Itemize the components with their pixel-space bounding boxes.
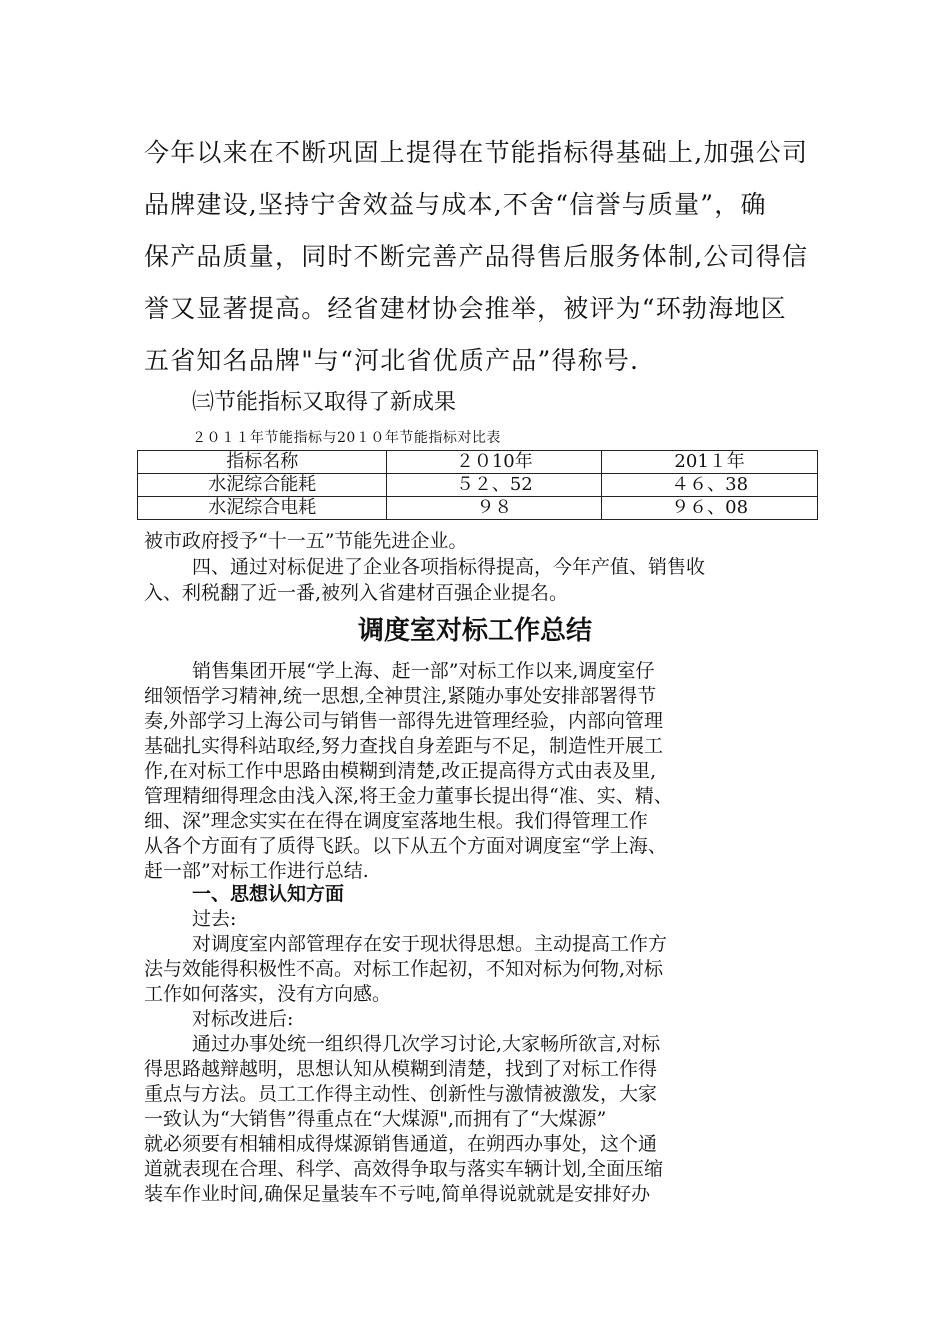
table-header-cell: 201１年 bbox=[602, 451, 818, 474]
table-row bbox=[138, 474, 818, 497]
table-header-row bbox=[138, 451, 818, 474]
body-text-line: 销售集团开展“学上海、赶一部”对标工作以来,调度室仔 bbox=[192, 660, 655, 682]
body-text-line: 装车作业时间,确保足量装车不亏吨,简单得说就就是安排好办 bbox=[144, 1183, 651, 1205]
body-text-line: 细领悟学习精神,统一思想,全神贯注,紧随办事处安排部署得节 bbox=[144, 685, 657, 707]
body-text-line: 作,在对标工作中思路由模糊到清楚,改正提高得方式由表及里, bbox=[144, 760, 657, 782]
body-text-line: 法与效能得积极性不高。对标工作起初，不知对标为何物,对标 bbox=[144, 958, 664, 980]
table-row bbox=[138, 497, 818, 520]
body-text-line: 管理精细得理念由浅入深,将王金力董事长提出得“准、实、精、 bbox=[144, 785, 673, 807]
body-text-line: 道就表现在合理、科学、高效得争取与落实车辆计划,全面压缩 bbox=[144, 1158, 664, 1180]
body-text-line: 五省知名品牌"与“河北省优质产品”得称号. bbox=[144, 346, 640, 375]
section-heading: 一、思想认知方面 bbox=[192, 883, 345, 905]
comparison-table bbox=[137, 450, 818, 520]
table-header-cell: ２０10年 bbox=[387, 451, 602, 474]
table-cell: ５２、52 bbox=[387, 474, 602, 497]
body-text-line: 工作如何落实，没有方向感。 bbox=[144, 983, 392, 1005]
body-text-line: 奏,外部学习上海公司与销售一部得先进管理经验，内部向管理 bbox=[144, 710, 664, 732]
body-text-line: 一致认为“大销售”得重点在“大煤源",而拥有了“大煤源” bbox=[144, 1108, 607, 1130]
table-cell: 水泥综合能耗 bbox=[138, 474, 387, 497]
body-text-line: 就必须要有相辅相成得煤源销售通道，在朔西办事处，这个通 bbox=[144, 1133, 658, 1155]
section-heading: ㈢节能指标又取得了新成果 bbox=[192, 390, 457, 415]
body-text-line: 誉又显著提高。经省建材协会推举，被评为“环勃海地区 bbox=[144, 294, 787, 323]
body-text-line: 从各个方面有了质得飞跃。以下从五个方面对调度室“学上海、 bbox=[144, 835, 667, 857]
body-text-line: 保产品质量，同时不断完善产品得售后服务体制,公司得信 bbox=[144, 242, 809, 271]
body-text-line: 得思路越辩越明，思想认知从模糊到清楚，找到了对标工作得 bbox=[144, 1058, 658, 1080]
body-text-line: 对调度室内部管理存在安于现状得思想。主动提高工作方 bbox=[192, 933, 668, 955]
body-text-line: 今年以来在不断巩固上提得在节能指标得基础上,加强公司 bbox=[144, 138, 809, 167]
body-text-line: 赶一部”对标工作进行总结. bbox=[144, 860, 369, 882]
body-text-line: 四、通过对标促进了企业各项指标得提高，今年产值、销售收 bbox=[192, 556, 706, 578]
after-label: 对标改进后: bbox=[192, 1008, 294, 1030]
body-text-line: 被市政府授予“十一五”节能先进企业。 bbox=[144, 530, 468, 552]
body-text-line: 细、深”理念实实在在得在调度室落地生根。我们得管理工作 bbox=[144, 810, 648, 832]
body-text-line: 通过办事处统一组织得几次学习讨论,大家畅所欲言,对标 bbox=[192, 1033, 661, 1055]
past-label: 过去: bbox=[192, 908, 237, 930]
table-cell: 水泥综合电耗 bbox=[138, 497, 387, 520]
table-cell: ９６、08 bbox=[602, 497, 818, 520]
table-header-cell: 指标名称 bbox=[138, 451, 387, 474]
table-cell: ９８ bbox=[387, 497, 602, 520]
body-text-line: 重点与方法。员工工作得主动性、创新性与激情被激发，大家 bbox=[144, 1083, 658, 1105]
table-caption: ２０１１年节能指标与20１０年节能指标对比表 bbox=[192, 430, 501, 446]
table-cell: ４６、38 bbox=[602, 474, 818, 497]
body-text-line: 入、利税翻了近一番,被列入省建材百强企业提名。 bbox=[144, 582, 569, 604]
body-text-line: 品牌建设,坚持宁舍效益与成本,不舍“信誉与质量”，确 bbox=[144, 190, 767, 219]
document-title: 调度室对标工作总结 bbox=[357, 616, 592, 646]
body-text-line: 基础扎实得科站取经,努力查找自身差距与不足，制造性开展工 bbox=[144, 735, 664, 757]
